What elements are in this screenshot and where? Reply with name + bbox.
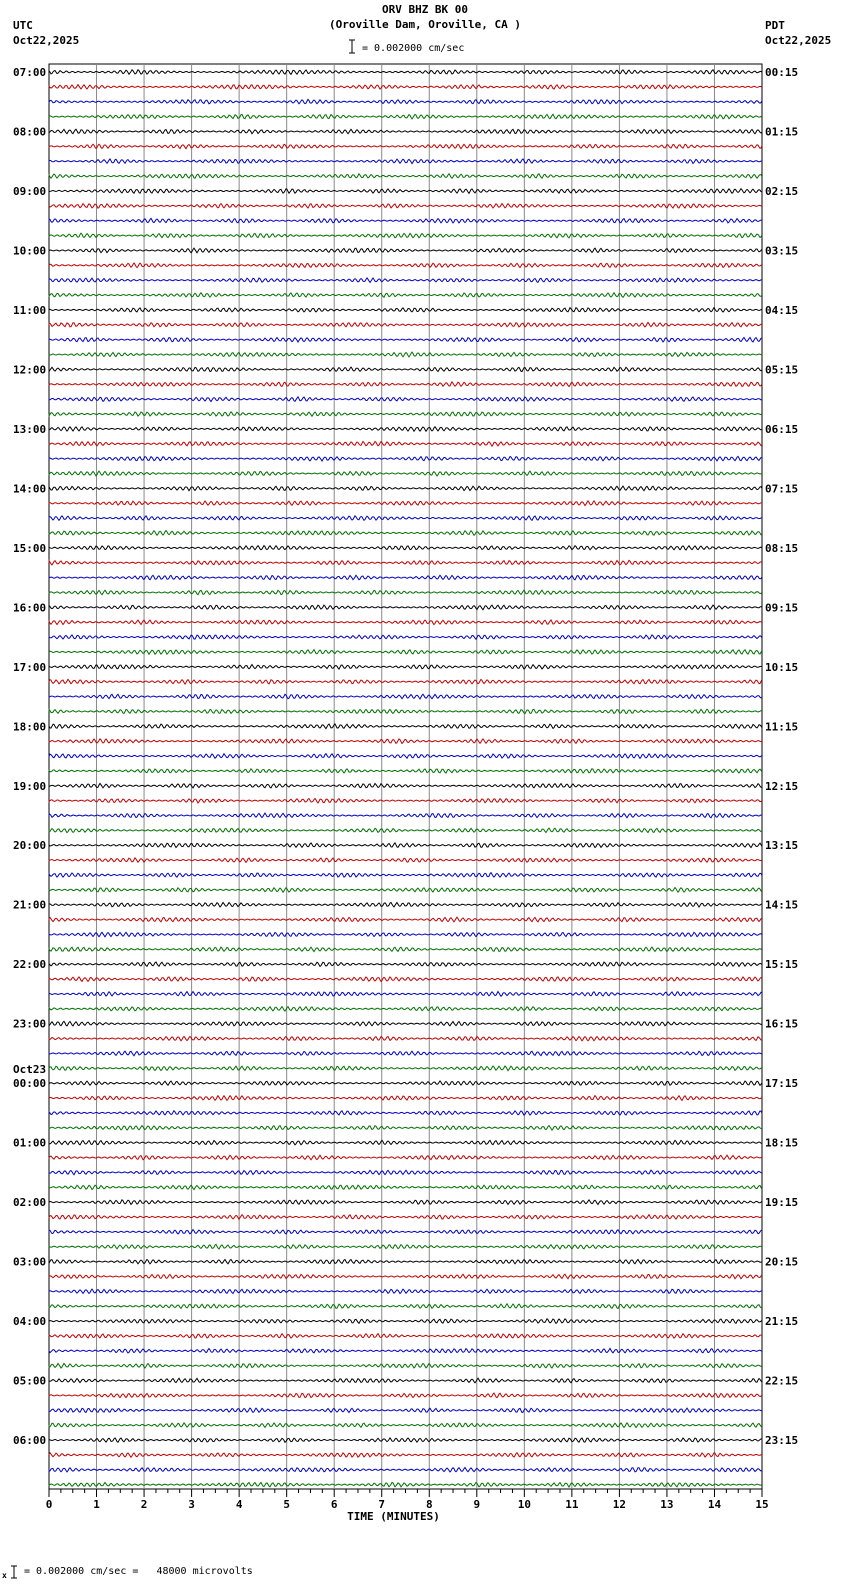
trace-row-0 — [49, 70, 762, 75]
trace-row-11 — [49, 233, 762, 238]
trace-row-63 — [49, 1007, 762, 1012]
trace-row-56 — [49, 903, 762, 908]
trace-row-41 — [49, 679, 762, 684]
trace-row-1 — [49, 85, 762, 90]
trace-row-89 — [49, 1393, 762, 1398]
trace-row-58 — [49, 932, 762, 937]
pdt-hour-label: 19:15 — [765, 1196, 799, 1210]
trace-row-88 — [49, 1378, 762, 1383]
x-tick-label: 0 — [45, 1498, 53, 1511]
trace-row-84 — [49, 1319, 762, 1324]
x-tick-label: 13 — [660, 1498, 674, 1511]
trace-row-73 — [49, 1155, 762, 1160]
pdt-hour-label: 01:15 — [765, 125, 799, 139]
left-date: Oct22,2025 — [13, 34, 80, 47]
trace-row-17 — [49, 322, 762, 327]
utc-hour-label: 09:00 — [13, 184, 47, 198]
trace-row-90 — [49, 1408, 762, 1413]
trace-row-69 — [49, 1096, 762, 1101]
utc-hour-label: 08:00 — [13, 125, 47, 139]
trace-row-23 — [49, 412, 762, 416]
trace-row-72 — [49, 1140, 762, 1145]
trace-row-86 — [49, 1348, 762, 1353]
trace-row-22 — [49, 397, 762, 402]
trace-row-95 — [49, 1482, 762, 1487]
x-tick-label: 11 — [565, 1498, 579, 1511]
trace-row-83 — [49, 1304, 762, 1309]
utc-hour-label: 06:00 — [13, 1434, 47, 1448]
trace-row-6 — [49, 159, 762, 164]
trace-row-12 — [49, 248, 762, 253]
utc-hour-label: 23:00 — [13, 1017, 47, 1031]
trace-row-80 — [49, 1260, 762, 1264]
trace-row-67 — [49, 1066, 762, 1071]
trace-row-77 — [49, 1215, 762, 1220]
utc-hour-label: 13:00 — [13, 422, 47, 436]
trace-row-92 — [49, 1438, 762, 1442]
trace-row-85 — [49, 1334, 762, 1339]
utc-hour-label: 02:00 — [13, 1196, 47, 1210]
trace-row-93 — [49, 1453, 762, 1458]
trace-row-36 — [49, 605, 762, 610]
utc-hour-label: 14:00 — [13, 482, 47, 496]
pdt-hour-label: 10:15 — [765, 660, 799, 674]
trace-row-79 — [49, 1244, 762, 1249]
utc-hour-label: 12:00 — [13, 363, 47, 377]
trace-row-45 — [49, 739, 762, 744]
trace-row-33 — [49, 560, 762, 565]
pdt-hour-label: 02:15 — [765, 184, 799, 198]
trace-row-55 — [49, 888, 762, 893]
trace-row-76 — [49, 1200, 762, 1205]
trace-row-18 — [49, 338, 762, 343]
trace-row-51 — [49, 828, 762, 832]
pdt-hour-label: 04:15 — [765, 303, 799, 317]
trace-row-43 — [49, 709, 762, 713]
pdt-hour-label: 18:15 — [765, 1136, 799, 1150]
trace-row-82 — [49, 1289, 762, 1294]
trace-row-52 — [49, 843, 762, 848]
utc-hour-label: 21:00 — [13, 898, 47, 912]
trace-row-4 — [49, 129, 762, 133]
pdt-hour-label: 06:15 — [765, 422, 799, 436]
trace-row-64 — [49, 1021, 762, 1026]
utc-hour-label: 07:00 — [13, 66, 47, 79]
trace-row-35 — [49, 590, 762, 595]
utc-hour-label: 10:00 — [13, 244, 47, 258]
scale-text: = 0.002000 cm/sec — [362, 43, 465, 54]
trace-row-48 — [49, 783, 762, 788]
x-tick-label: 14 — [707, 1498, 722, 1511]
utc-hour-label: 05:00 — [13, 1374, 47, 1388]
trace-row-14 — [49, 278, 762, 283]
trace-row-57 — [49, 917, 762, 922]
x-tick-label: 1 — [93, 1498, 100, 1511]
pdt-hour-label: 03:15 — [765, 244, 799, 258]
trace-row-78 — [49, 1230, 762, 1234]
utc-hour-label: 00:00 — [13, 1077, 47, 1091]
x-axis-label: TIME (MINUTES) — [347, 1510, 440, 1523]
trace-row-9 — [49, 204, 762, 209]
trace-row-60 — [49, 962, 762, 967]
utc-hour-label: 22:00 — [13, 958, 47, 972]
trace-row-25 — [49, 442, 762, 447]
trace-row-40 — [49, 665, 762, 670]
trace-row-75 — [49, 1185, 762, 1189]
trace-row-21 — [49, 382, 762, 387]
trace-row-29 — [49, 501, 762, 506]
pdt-hour-label: 13:15 — [765, 839, 799, 853]
footer-prefix: x — [2, 1571, 7, 1580]
utc-hour-label: 20:00 — [13, 839, 47, 853]
pdt-hour-label: 20:15 — [765, 1255, 799, 1269]
x-tick-label: 12 — [612, 1498, 627, 1511]
utc-hour-label: 15:00 — [13, 541, 47, 555]
x-tick-label: 15 — [755, 1498, 769, 1511]
trace-row-28 — [49, 486, 762, 491]
trace-row-15 — [49, 293, 762, 298]
x-tick-label: 7 — [378, 1498, 386, 1511]
utc-hour-label: 11:00 — [13, 303, 47, 317]
right-timezone: PDT — [765, 19, 785, 32]
trace-row-59 — [49, 947, 762, 952]
trace-row-81 — [49, 1274, 762, 1279]
pdt-hour-label: 14:15 — [765, 898, 799, 912]
utc-hour-label: 01:00 — [13, 1136, 47, 1150]
x-tick-label: 9 — [473, 1498, 481, 1511]
station-location: (Oroville Dam, Oroville, CA ) — [328, 18, 522, 31]
x-tick-label: 10 — [517, 1498, 531, 1511]
trace-row-70 — [49, 1111, 762, 1116]
trace-row-47 — [49, 769, 762, 773]
trace-row-32 — [49, 546, 762, 550]
pdt-hour-label: 05:15 — [765, 363, 799, 377]
trace-row-91 — [49, 1423, 762, 1428]
trace-row-2 — [49, 99, 762, 103]
pdt-hour-label: 15:15 — [765, 958, 799, 972]
trace-row-37 — [49, 620, 762, 625]
pdt-hour-label: 21:15 — [765, 1315, 799, 1329]
trace-row-31 — [49, 531, 762, 536]
trace-row-49 — [49, 799, 762, 804]
trace-row-3 — [49, 114, 762, 119]
trace-row-5 — [49, 144, 762, 149]
trace-row-94 — [49, 1468, 762, 1472]
trace-row-44 — [49, 724, 762, 729]
trace-row-24 — [49, 427, 762, 431]
x-tick-label: 5 — [283, 1498, 290, 1511]
trace-row-30 — [49, 516, 762, 521]
pdt-hour-label: 00:15 — [765, 66, 799, 79]
utc-date-change-label: Oct23 — [13, 1063, 47, 1077]
trace-row-66 — [49, 1051, 762, 1056]
trace-row-62 — [49, 992, 762, 997]
trace-row-87 — [49, 1363, 762, 1368]
pdt-hour-label: 11:15 — [765, 720, 799, 734]
pdt-hour-label: 16:15 — [765, 1017, 799, 1031]
trace-row-13 — [49, 263, 762, 268]
trace-row-53 — [49, 858, 762, 863]
trace-row-46 — [49, 754, 762, 759]
trace-row-19 — [49, 352, 762, 357]
utc-hour-label: 04:00 — [13, 1315, 47, 1329]
station-title: ORV BHZ BK 00 — [381, 3, 469, 16]
trace-row-65 — [49, 1036, 762, 1040]
utc-hour-label: 16:00 — [13, 601, 47, 615]
trace-row-10 — [49, 218, 762, 223]
footer-scale-text: = 0.002000 cm/sec = 48000 microvolts — [24, 1566, 253, 1577]
utc-hour-label: 18:00 — [13, 720, 47, 734]
utc-hour-label: 03:00 — [13, 1255, 47, 1269]
pdt-hour-label: 09:15 — [765, 601, 799, 615]
trace-row-8 — [49, 189, 762, 194]
utc-hour-label: 17:00 — [13, 660, 47, 674]
pdt-hour-label: 07:15 — [765, 482, 799, 496]
pdt-hour-label: 08:15 — [765, 541, 799, 555]
trace-row-71 — [49, 1126, 762, 1131]
x-tick-label: 8 — [425, 1498, 433, 1511]
right-date: Oct22,2025 — [765, 34, 832, 47]
trace-row-16 — [49, 308, 762, 312]
pdt-hour-label: 12:15 — [765, 779, 799, 793]
x-tick-label: 4 — [235, 1498, 243, 1511]
trace-row-38 — [49, 635, 762, 639]
x-tick-label: 6 — [330, 1498, 338, 1511]
trace-row-39 — [49, 650, 762, 655]
trace-row-7 — [49, 174, 762, 179]
trace-row-61 — [49, 977, 762, 982]
left-timezone: UTC — [13, 19, 33, 32]
utc-hour-label: 19:00 — [13, 779, 47, 793]
trace-row-27 — [49, 471, 762, 476]
x-tick-label: 3 — [188, 1498, 195, 1511]
trace-row-20 — [49, 367, 762, 372]
trace-row-68 — [49, 1081, 762, 1085]
trace-row-54 — [49, 873, 762, 878]
trace-row-42 — [49, 694, 762, 699]
trace-row-34 — [49, 575, 762, 580]
trace-row-50 — [49, 813, 762, 818]
pdt-hour-label: 17:15 — [765, 1077, 799, 1091]
pdt-hour-label: 22:15 — [765, 1374, 799, 1388]
pdt-hour-label: 23:15 — [765, 1434, 799, 1448]
trace-row-74 — [49, 1170, 762, 1175]
trace-row-26 — [49, 456, 762, 461]
x-tick-label: 2 — [140, 1498, 148, 1511]
